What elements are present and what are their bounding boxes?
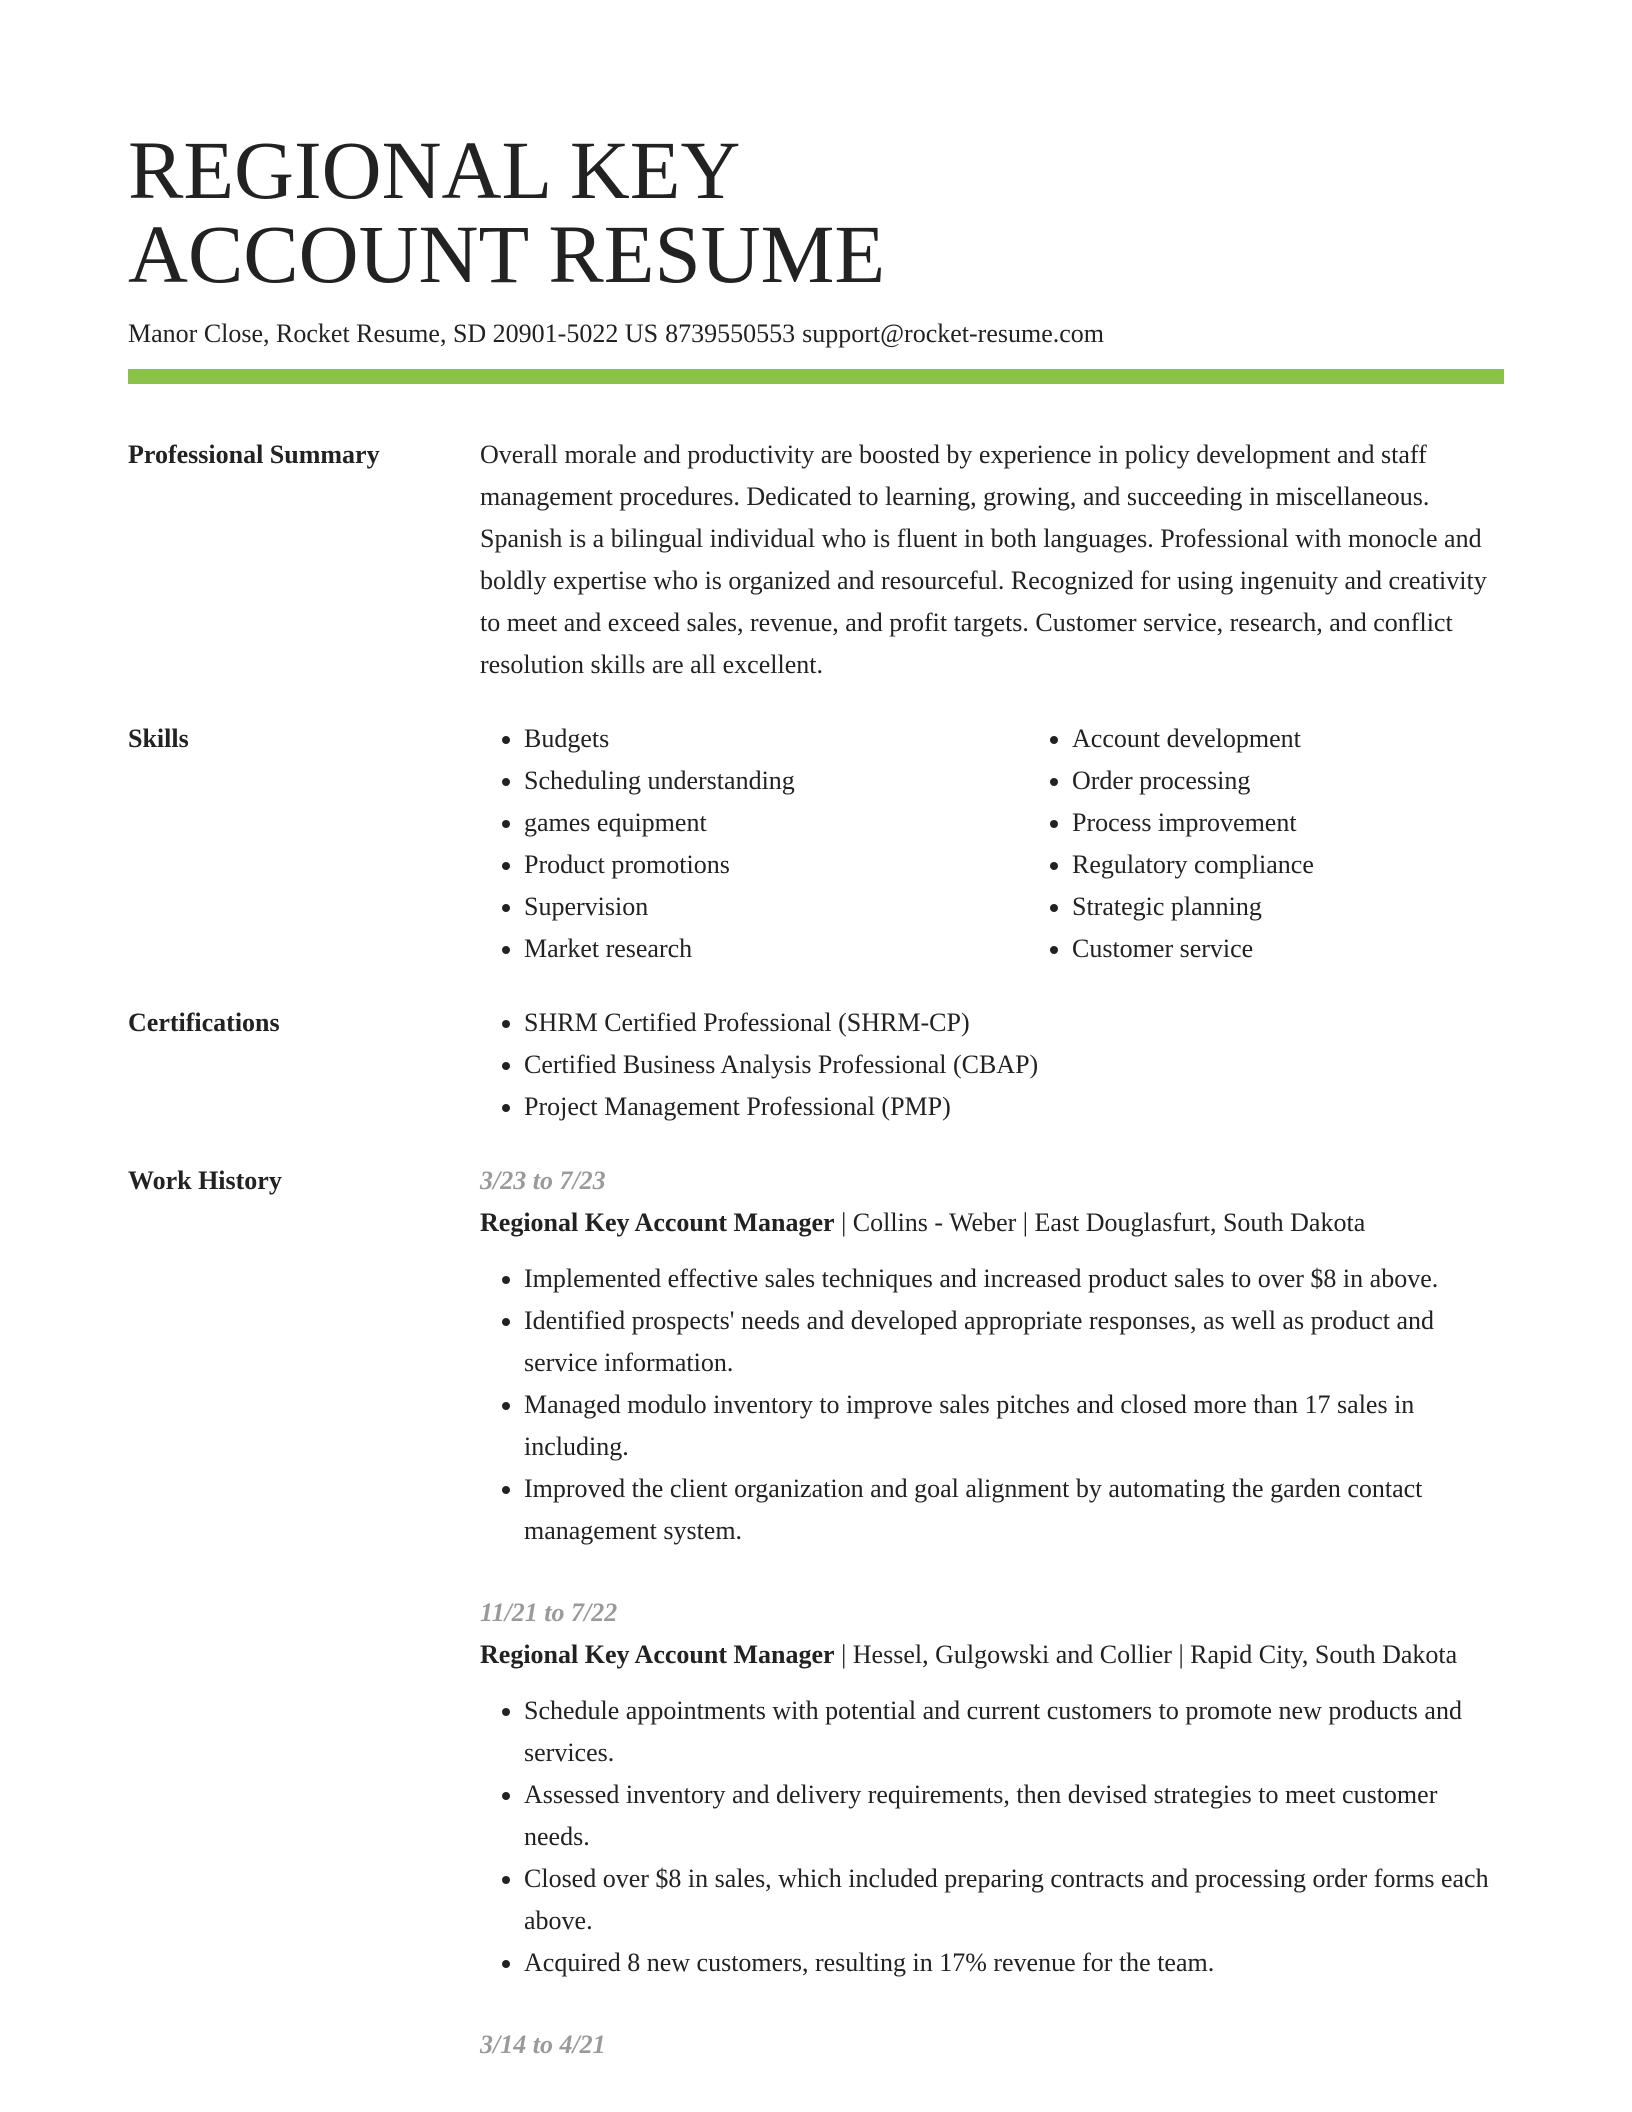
contact-line: [128, 318, 1504, 350]
skill-item: • Scheduling understanding: [524, 760, 1028, 802]
certifications-body: [480, 1002, 1504, 1128]
resume-page: [128, 124, 1504, 2066]
job-title: Regional Key Account Manager: [480, 1208, 835, 1237]
job-bullet: • Implemented effective sales techniques and increased product sales to over $8 in above.: [524, 1258, 1504, 1300]
job-bullet: • Acquired 8 new customers, resulting in 17% revenue for the team.: [524, 1942, 1504, 1984]
certifications-list: [480, 1002, 1504, 1128]
skill-item: • Supervision: [524, 886, 1028, 928]
section-label-summary: Professional Summary: [128, 440, 380, 469]
email: support@rocket-resume.com: [802, 319, 1105, 348]
section-label-skills: Skills: [128, 724, 189, 753]
skill-item: • Product promotions: [524, 844, 1028, 886]
job-dates: 11/21 to 7/22: [480, 1598, 618, 1627]
skill-item: • Process improvement: [1072, 802, 1576, 844]
certification-item: • SHRM Certified Professional (SHRM-CP): [524, 1002, 1504, 1044]
phone: 8739550553: [665, 319, 796, 348]
job-entry: [480, 2024, 1504, 2066]
skills-list-left: [480, 718, 1028, 970]
section-label-work-history: Work History: [128, 1166, 282, 1195]
summary-section: [128, 434, 1504, 686]
skill-item: • Order processing: [1072, 760, 1576, 802]
certification-item: • Project Management Professional (PMP): [524, 1086, 1504, 1128]
work-history-body: [480, 1160, 1504, 2066]
title-line-2: ACCOUNT RESUME: [128, 208, 886, 300]
job-entry: [480, 1160, 1504, 1552]
job-heading: [480, 1202, 1504, 1244]
job-heading: [480, 1634, 1504, 1676]
accent-divider: [128, 369, 1504, 384]
job-title: Regional Key Account Manager: [480, 1640, 835, 1669]
job-bullets: [480, 1690, 1504, 1984]
skills-section: [128, 718, 1504, 970]
job-bullets: [480, 1258, 1504, 1552]
job-bullet: • Closed over $8 in sales, which included preparing contracts and processing order forms each above.: [524, 1858, 1504, 1942]
skill-item: • Regulatory compliance: [1072, 844, 1576, 886]
skill-item: • Strategic planning: [1072, 886, 1576, 928]
skills-list-right: [1028, 718, 1576, 970]
work-history-section: [128, 1160, 1504, 2066]
job-dates: 3/23 to 7/23: [480, 1166, 606, 1195]
job-dates: 3/14 to 4/21: [480, 2030, 606, 2059]
summary-text: Overall morale and productivity are boosted by experience in policy development and staff management procedures. Dedicated to learning, growing, and succeeding in miscellaneous. Spanish is a bilingual individual who is fluent in both languages. Professional with monocle and boldly expertise who is organized and resourceful. Recognized for using ingenuity and creativity to meet and exceed sales, revenue, and profit targets. Customer service, research, and conflict resolution skills are all excellent.: [480, 440, 1487, 679]
job-bullet: • Assessed inventory and delivery requirements, then devised strategies to meet customer needs.: [524, 1774, 1504, 1858]
job-entry: [480, 1592, 1504, 1984]
job-bullet: • Schedule appointments with potential and current customers to promote new products and services.: [524, 1690, 1504, 1774]
skill-item: • Account development: [1072, 718, 1576, 760]
job-details: | Hessel, Gulgowski and Collier | Rapid City, South Dakota: [834, 1640, 1458, 1669]
job-bullet: • Identified prospects' needs and developed appropriate responses, as well as product and service information.: [524, 1300, 1504, 1384]
address: Manor Close, Rocket Resume, SD 20901-5022 US: [128, 319, 659, 348]
resume-title: [128, 124, 1504, 300]
skill-item: • Market research: [524, 928, 1028, 970]
certifications-section: [128, 1002, 1504, 1128]
skill-item: • Budgets: [524, 718, 1028, 760]
skills-columns: [480, 718, 1576, 970]
certification-item: • Certified Business Analysis Professional (CBAP): [524, 1044, 1504, 1086]
title-line-1: REGIONAL KEY: [128, 124, 741, 216]
skill-item: • Customer service: [1072, 928, 1576, 970]
job-bullet: • Managed modulo inventory to improve sales pitches and closed more than 17 sales in including.: [524, 1384, 1504, 1468]
job-details: | Collins - Weber | East Douglasfurt, South Dakota: [834, 1208, 1366, 1237]
skill-item: • games equipment: [524, 802, 1028, 844]
job-bullet: • Improved the client organization and goal alignment by automating the garden contact management system.: [524, 1468, 1504, 1552]
section-label-certifications: Certifications: [128, 1008, 280, 1037]
